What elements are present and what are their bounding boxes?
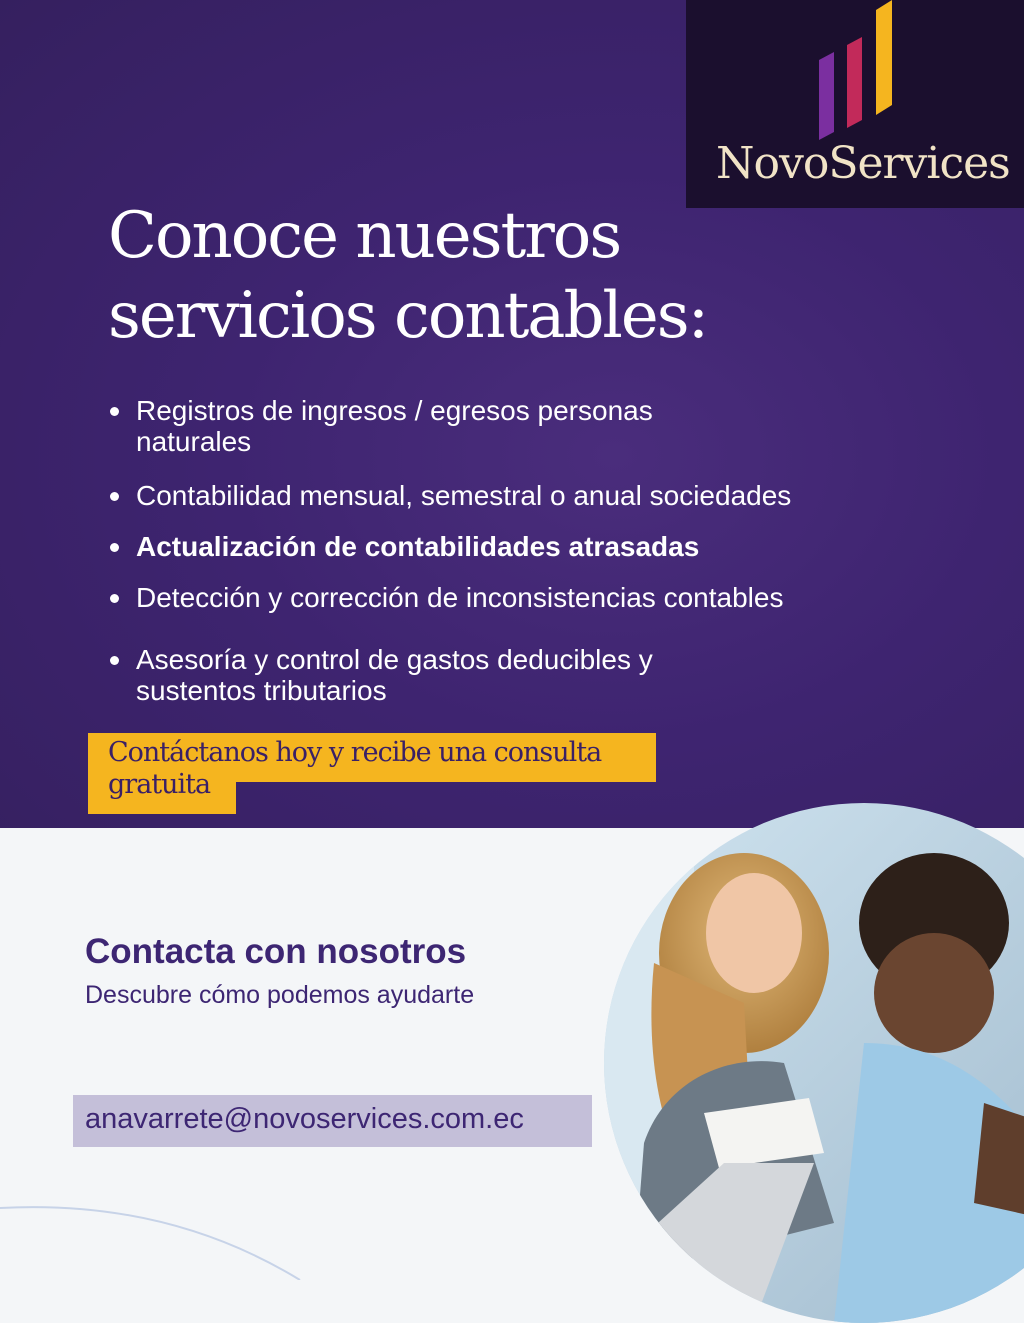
cta-line-1: Contáctanos hoy y recibe una consulta [108, 737, 602, 768]
bar-chart-logo-icon [814, 0, 904, 140]
headline-line-1: Conoce nuestros [108, 199, 621, 273]
service-item: Actualización de contabilidades atrasadas [108, 531, 699, 562]
contact-title: Contacta con nosotros [85, 932, 467, 971]
service-item: Asesoría y control de gastos deducibles y sustentos tributarios [108, 644, 776, 706]
cta-line-2: gratuita [108, 769, 211, 800]
contact-subtitle: Descubre cómo podemos ayudarte [85, 981, 475, 1009]
headline-line-2: servicios contables: [108, 279, 708, 353]
service-item: Detección y corrección de inconsistencias contables [108, 582, 783, 613]
cta-text [108, 737, 668, 801]
headline [108, 196, 808, 356]
logo [686, 0, 1024, 208]
logo-text: NovoServices [716, 138, 1010, 189]
service-item: Contabilidad mensual, semestral o anual sociedades [108, 480, 791, 511]
email-link[interactable]: anavarrete@novoservices.com.ec [85, 1103, 524, 1135]
service-item: Registros de ingresos / egresos personas naturales [108, 395, 756, 457]
